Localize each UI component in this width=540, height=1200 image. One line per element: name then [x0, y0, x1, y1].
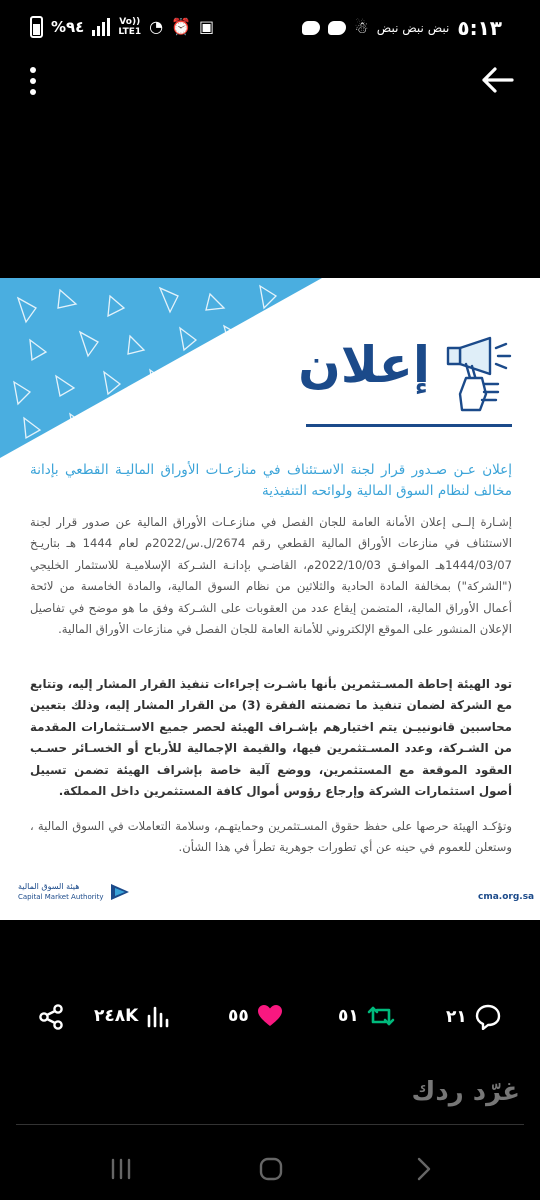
retweet-icon — [367, 1004, 395, 1028]
views-button[interactable] — [94, 1004, 170, 1028]
share-icon — [38, 1004, 64, 1030]
announcement-paragraph-2: تود الهيئة إحاطة المسـتثمرين بأنها باشـرت إجراءات تنفيذ القرار المشار إليه، وتتابع مع الشركة لضمان تنفيذ ما تضمنته الفقرة (3) من القرار المشار إليه، وذلك بتعيين محاسبين قانونييـن يتم اختيارهم بإشـراف الهيئة لحصر جميع الاسـتثمارات المقدمة من الشـركة، وعدد المسـتثمرين فيها، والقيمة الإجمالية للأرباح أو الخسـائر حسـب العقود الموقعة مع المستثمرين، ووضع آلية خاصة بإشراف الهيئة تضمن تسييل أصول استثمارات الشركة وإرجاع رؤوس أموال كافة المستثمرين داخل المملكة. — [30, 677, 513, 799]
like-button[interactable] — [228, 1004, 283, 1028]
status-bar-left — [30, 16, 214, 38]
status-time: ٥:١٣ — [457, 16, 502, 40]
home-icon[interactable] — [258, 1156, 284, 1186]
network-label — [118, 17, 141, 37]
reply-button[interactable] — [446, 1004, 501, 1030]
retweet-button[interactable] — [338, 1004, 395, 1028]
likes-count: ٥٥ — [228, 1006, 249, 1026]
battery-level: %٩٤ — [51, 18, 85, 36]
cma-url: cma.org.sa — [478, 892, 535, 902]
retweets-count: ٥١ — [338, 1006, 359, 1026]
heart-icon — [257, 1004, 283, 1028]
cma-logo-english: Capital Market Authority — [18, 893, 104, 901]
cma-logo-mark-icon — [109, 882, 131, 902]
back-icon[interactable] — [410, 1156, 436, 1186]
announcement-image[interactable] — [0, 278, 540, 920]
comment-icon — [475, 1004, 501, 1030]
announcement-footer — [0, 878, 540, 918]
announcement-lead: إعلان عـن صـدور قرار لجنة الاسـتئناف في منازعـات الأوراق الماليـة القطعي بإدانة مخالف لنظام السوق المالية ولوائحه التنفيذية — [30, 462, 512, 499]
share-button[interactable] — [38, 1004, 64, 1030]
recent-apps-icon[interactable] — [108, 1156, 134, 1186]
reply-input[interactable] — [20, 1070, 520, 1114]
status-bar-right — [302, 16, 502, 40]
vpn-icon: ▣ — [199, 17, 215, 36]
twitter-icon — [302, 21, 320, 35]
announcement-paragraph-3: وتؤكـد الهيئة حرصها على حفظ حقوق المسـتثمرين وحمايتهـم، وسلامة التعاملات في السوق المالية ، وستعلن للعموم في حينه عن أي تطورات جوهرية تطرأ في هذا الشأن. — [30, 819, 512, 855]
status-bar — [0, 0, 540, 60]
cma-logo — [18, 882, 131, 902]
arrow-left-icon[interactable] — [480, 64, 516, 96]
cma-logo-text — [18, 882, 103, 902]
more-vertical-icon[interactable] — [22, 64, 44, 98]
nabd-icon: ☃ — [354, 18, 369, 37]
announcement-heading: إعلان — [298, 336, 430, 394]
signal-icon — [92, 18, 110, 36]
notification-text: نبض نبض نبض — [376, 21, 450, 35]
reply-box — [20, 1070, 520, 1114]
megaphone-icon — [440, 334, 516, 416]
battery-icon — [30, 16, 43, 38]
tweet-actions — [0, 1000, 540, 1040]
twitter-icon-2 — [328, 21, 346, 35]
media-top-bar — [0, 60, 540, 104]
wifi-icon: ◔ — [149, 17, 164, 36]
volte-label: Vo)) — [119, 17, 141, 27]
bar-chart-icon — [146, 1004, 170, 1028]
heading-underline — [306, 424, 512, 427]
lte-label: LTE1 — [118, 27, 142, 37]
views-count: ٢٤٨K — [94, 1006, 139, 1026]
alarm-icon: ⏰ — [171, 17, 192, 36]
system-nav-bar — [0, 1140, 540, 1200]
replies-count: ٢١ — [446, 1007, 467, 1027]
reply-divider — [16, 1124, 524, 1125]
announcement-paragraph-1: إشـارة إلــى إعلان الأمانة العامة للجان الفصل في منازعـات الأوراق المالية عن صدور قرار لجنة الاستئناف في منازعات الأوراق المالية القطعي رقم 2674/ل.س/2022م لعام 1444 هـ بتاريـخ 1444/03/07هـ الموافـق 2022/10/03م، القاضـي بإدانـة الشـركة الإسلاميـة للاستثمار الخليجي ("الشركة") بمخالفة المادة الحادية والثلاثين من نظام السوق المالية، والمادة الخامسة من لائحة أعمال الأوراق المالية، المتضمن إيقاع عدد من العقوبات على الشـركة وفق ما هو موضح في تفاصيل الإعلان المنشور على الموقع الإلكتروني للأمانة العامة للجان الفصل في منازعات الأوراق المالية. — [30, 515, 512, 637]
cma-logo-arabic: هيئة السوق المالية — [18, 882, 80, 891]
